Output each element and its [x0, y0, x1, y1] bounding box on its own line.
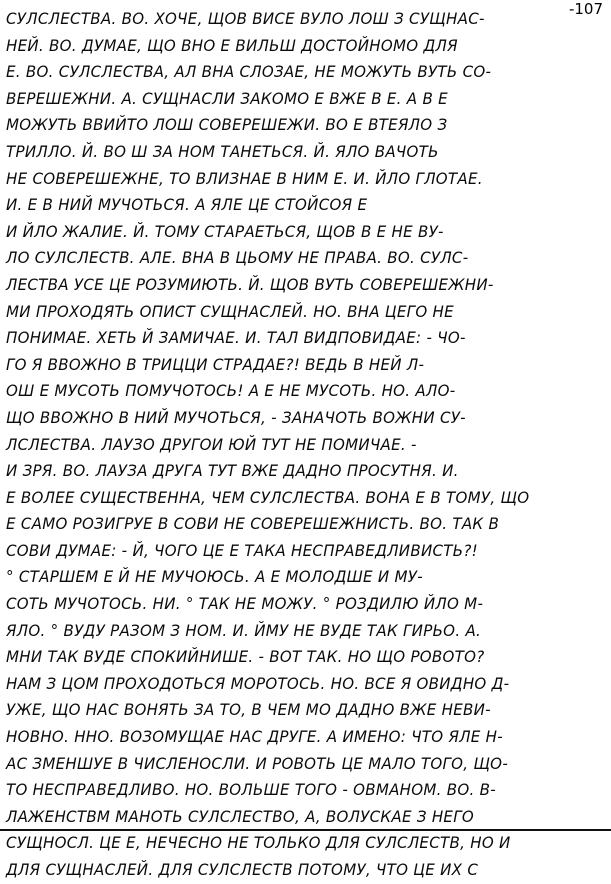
text-line: СУЛСЛЕСТВА. ВО. ХОЧЕ, ЩОВ ВИСЕ ВУЛО ЛОШ З СУЩНАС-	[6, 9, 485, 28]
text-line: ТРИЛЛО. Й. ВО Ш ЗА НОМ ТАНЕТЬСЯ. Й. ЯЛО ВАЧОТЬ	[6, 141, 439, 161]
text-line: ДЛЯ СУЩНАСЛЕЙ. ДЛЯ СУЛСЛЕСТВ ПОТОМУ, ЧТО ЦЕ ИХ С	[6, 860, 479, 879]
text-line: ЛСЛЕСТВА. ЛАУЗО ДРУГОИ ЮЙ ТУТ НЕ ПОМИЧАЕ. -	[6, 434, 417, 454]
text-line: И ЙЛО ЖАЛИЕ. Й. ТОМУ СТАРАЕТЬСЯ, ЩОВ В Е НЕ ВУ-	[6, 221, 444, 241]
text-line: АС ЗМЕНШУЕ В ЧИСЛЕНОСЛИ. И РОВОТЬ ЦЕ МАЛО ТОГО, ЩО-	[6, 753, 509, 773]
text-line: НЕ СОВЕРЕШЕЖНЕ, ТО ВЛИЗНАЕ В НИМ Е. И. ЙЛО ГЛОТАЕ.	[6, 168, 483, 188]
handwritten-text-body	[6, 6, 604, 884]
text-line: ЛАЖЕНСТВМ МАНОТЬ СУЛСЛЕСТВО, А, ВОЛУСКАЕ З НЕГО	[6, 806, 475, 826]
text-line: ОШ Е МУСОТЬ ПОМУЧОТОСЬ! А Е НЕ МУСОТЬ. НО. АЛО-	[6, 381, 456, 401]
text-line: ВЕРЕШЕЖНИ. А. СУЩНАСЛИ ЗАКОМО Е ВЖЕ В Е. А В Е	[6, 88, 448, 108]
text-line: СОВИ ДУМАЕ: - Й, ЧОГО ЦЕ Е ТАКА НЕСПРАВЕДЛИВИСТЬ?!	[6, 540, 478, 560]
text-line: ЛО СУЛСЛЕСТВ. АЛЕ. ВНА В ЦЬОМУ НЕ ПРАВА. ВО. СУЛС-	[6, 248, 469, 268]
text-line: ГО Я ВВОЖНО В ТРИЦЦИ СТРАДАЕ?! ВЕДЬ В НЕЙ Л-	[6, 354, 425, 374]
text-line: Е САМО РОЗИГРУЕ В СОВИ НЕ СОВЕРЕШЕЖНИСТЬ. ВО. ТАК В	[6, 514, 500, 534]
text-line: НЕЙ. ВО. ДУМАЕ, ЩО ВНО Е ВИЛЬШ ДОСТОЙНОМО ДЛЯ	[6, 35, 458, 55]
text-line: И. Е В НИЙ МУЧОТЬСЯ. А ЯЛЕ ЦЕ СТОЙСОЯ Е	[6, 195, 368, 215]
page-number: -107	[568, 0, 603, 18]
page-bottom-edge	[0, 829, 611, 831]
text-line: Е ВОЛЕЕ СУЩЕСТВЕННА, ЧЕМ СУЛСЛЕСТВА. ВОНА Е В ТОМУ, ЩО	[6, 487, 530, 507]
text-line: УЖЕ, ЩО НАС ВОНЯТЬ ЗА ТО, В ЧЕМ МО ДАДНО ВЖЕ НЕВИ-	[6, 700, 491, 720]
text-line: ПОНИМАЕ. ХЕТЬ Й ЗАМИЧАЕ. И. ТАЛ ВИДПОВИДАЕ: - ЧО-	[6, 328, 466, 348]
text-line: ТО НЕСПРАВЕДЛИВО. НО. ВОЛЬШЕ ТОГО - ОВМАНОМ. ВО. В-	[6, 780, 496, 800]
text-line: ЩО ВВОЖНО В НИЙ МУЧОТЬСЯ, - ЗАНАЧОТЬ ВОЖНИ СУ-	[6, 407, 466, 427]
text-line: НОВНО. ННО. ВОЗОМУЩАЕ НАС ДРУГЕ. А ИМЕНО: ЧТО ЯЛЕ Н-	[6, 727, 503, 747]
text-line: Е. ВО. СУЛСЛЕСТВА, АЛ ВНА СЛОЗАЕ, НЕ МОЖУТЬ ВУТЬ СО-	[6, 62, 492, 82]
text-line: ЛЕСТВА УСЕ ЦЕ РОЗУМИЮТЬ. Й. ЩОВ ВУТЬ СОВЕРЕШЕЖНИ-	[6, 274, 494, 294]
text-line: СУЩНОСЛ. ЦЕ Е, НЕЧЕСНО НЕ ТОЛЬКО ДЛЯ СУЛСЛЕСТВ, НО И	[6, 833, 511, 853]
text-line: ° СТАРШЕМ Е Й НЕ МУЧОЮСЬ. А Е МОЛОДШЕ И МУ-	[6, 567, 423, 587]
text-line: ЯЛО. ° ВУДУ РАЗОМ З НОМ. И. ЙМУ НЕ ВУДЕ ТАК ГИРЬО. А.	[6, 620, 482, 640]
text-line: НАМ З ЦОМ ПРОХОДОТЬСЯ МОРОТОСЬ. НО. ВСЕ Я ОВИДНО Д-	[6, 673, 510, 693]
text-line: СОТЬ МУЧОТОСЬ. НИ. ° ТАК НЕ МОЖУ. ° РОЗДИЛЮ ЙЛО М-	[6, 594, 484, 614]
text-line: МОЖУТЬ ВВИЙТО ЛОШ СОВЕРЕШЕЖИ. ВО Е ВТЕЯЛО З	[6, 115, 448, 135]
text-line: И ЗРЯ. ВО. ЛАУЗА ДРУГА ТУТ ВЖЕ ДАДНО ПРОСУТНЯ. И.	[6, 461, 459, 481]
text-line: МНИ ТАК ВУДЕ СПОКИЙНИШЕ. - ВОТ ТАК. НО ЩО РОВОТО?	[6, 647, 485, 667]
text-line: МИ ПРОХОДЯТЬ ОПИСТ СУЩНАСЛЕЙ. НО. ВНА ЦЕГО НЕ	[6, 301, 454, 321]
